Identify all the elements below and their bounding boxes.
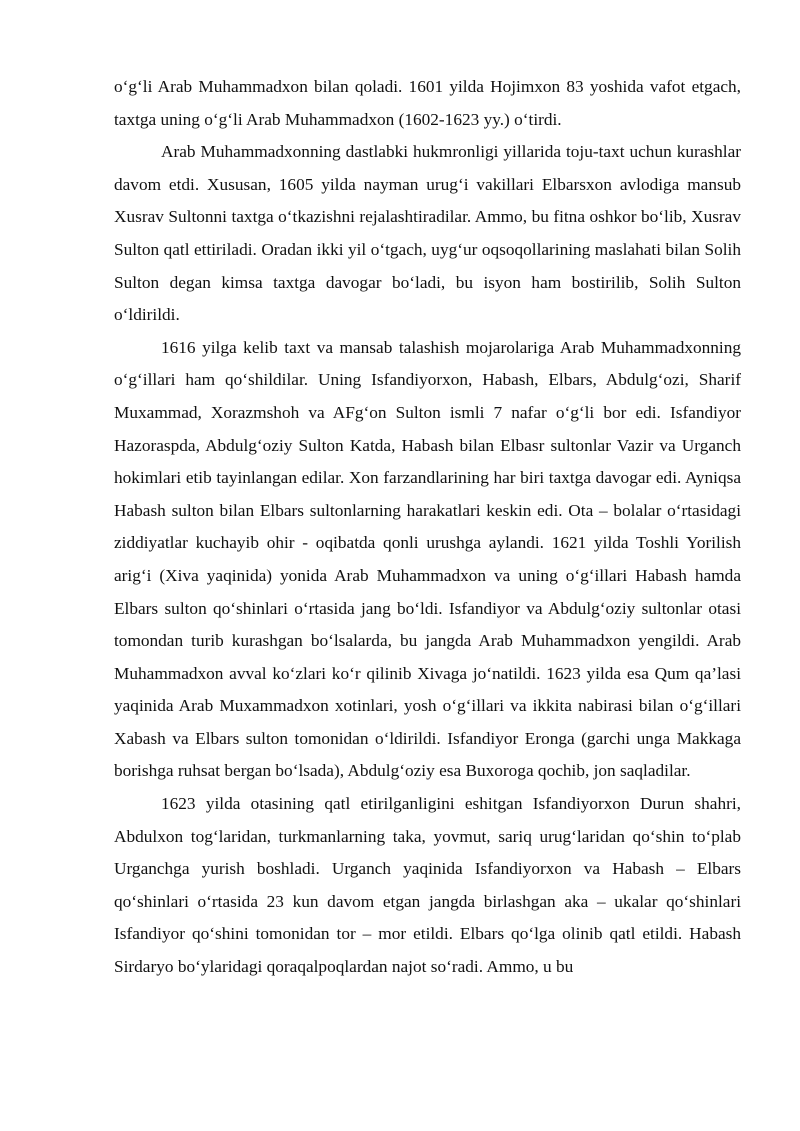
paragraph-continuation: o‘g‘li Arab Muhammadxon bilan qoladi. 1601 yilda Hojimxon 83 yoshida vafot etgach, taxtga uning o‘g‘li Arab Muhammadxon (1602-1623 yy.) o‘tirdi. — [114, 77, 741, 129]
paragraph: Arab Muhammadxonning dastlabki hukmronligi yillarida toju-taxt uchun kurashlar davom etdi. Xususan, 1605 yilda nayman urug‘i vakillari Elbarsxon avlodiga mansub Xusrav Sultonni taxtga o‘tkazishni rejalashtiradilar. Ammo, bu fitna oshkor bo‘lib, Xusrav Sulton qatl ettiriladi. Oradan ikki yil o‘tgach, uyg‘ur oqsoqollarining maslahati bilan Solih Sulton degan kimsa taxtga davogar bo‘ladi, bu isyon ham bostirilib, Solih Sulton o‘ldirildi. — [114, 142, 741, 325]
paragraph: 1616 yilga kelib taxt va mansab talashish mojarolariga Arab Muhammadxonning o‘g‘illari ham qo‘shildilar. Uning Isfandiyorxon, Habash, Elbars, Abdulg‘ozi, Sharif Muxammad, Xorazmshoh va AFg‘on Sulton ismli 7 nafar o‘g‘li bor edi. Isfandiyor Hazoraspda, Abdulg‘oziy Sulton Katda, Habash bilan Elbasr sultonlar Vazir va Urganch hokimlari etib tayinlangan edilar. Xon farzandlarining har biri taxtga davogar edi. Ayniqsa Habash sulton bilan Elbars sultonlarning harakatlari keskin edi. Ota – bolalar o‘rtasidagi ziddiyatlar kuchayib ohir - oqibatda qonli urushga aylandi. 1621 yilda Toshli Yorilish arig‘i (Xiva yaqinida) yonida Arab Muhammadxon va uning o‘g‘illari Habash hamda Elbars sulton qo‘shinlari o‘rtasida jang bo‘ldi. Isfandiyor va Abdulg‘oziy sultonlar otasi tomondan turib kurashgan bo‘lsalarda, bu jangda Arab Muhammadxon yengildi. Arab Muhammadxon avval ko‘zlari ko‘r qilinib Xivaga jo‘natildi. 1623 yilda esa Qum qa’lasi yaqinida Arab Muxammadxon xotinlari, yosh o‘g‘illari va ikkita nabirasi bilan o‘g‘illari Xabash va Elbars sulton tomonidan o‘ldirildi. Isfandiyor Eronga (garchi unga Makkaga borishga ruhsat bergan bo‘lsada), Abdulg‘oziy esa Buxoroga qochib, jon saqladilar. — [114, 337, 741, 781]
document-body — [114, 71, 741, 984]
paragraph: 1623 yilda otasining qatl etirilganligini eshitgan Isfandiyorxon Durun shahri, Abdulxon tog‘laridan, turkmanlarning taka, yovmut, sariq urug‘laridan qo‘shin to‘plab Urganchga yurish boshladi. Urganch yaqinida Isfandiyorxon va Habash – Elbars qo‘shinlari o‘rtasida 23 kun davom etgan jangda birlashgan aka – ukalar qo‘shinlari Isfandiyor qo‘shini tomonidan tor – mor etildi. Elbars qo‘lga olinib qatl etildi. Habash Sirdaryo bo‘ylaridagi qoraqalpoqlardan najot so‘radi. Ammo, u bu — [114, 794, 741, 977]
